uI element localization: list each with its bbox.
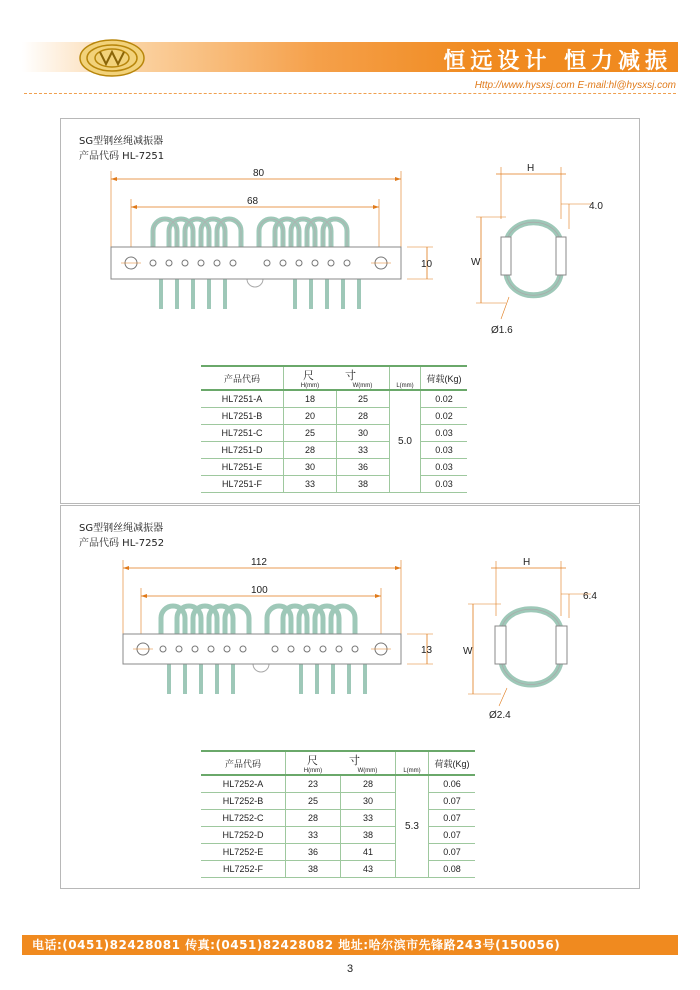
table-row: HL7251-E 30 36 0.03	[201, 459, 467, 476]
col-l-header: L(mm)	[396, 751, 429, 775]
website-email[interactable]: Http://www.hysxsj.com E-mail:hl@hysxsj.com	[474, 80, 676, 91]
col-code-header: 产品代码	[201, 751, 286, 775]
spec-table-hl7251	[201, 365, 467, 493]
dim-h: H	[523, 557, 531, 568]
col-h-header: H(mm)	[303, 768, 323, 774]
page-number: 3	[346, 963, 354, 975]
section-title: SG型钢丝绳减振器	[79, 136, 164, 147]
col-load-header: 荷载(Kg)	[421, 366, 468, 390]
technical-drawing	[61, 119, 639, 349]
company-logo-icon	[78, 38, 146, 78]
product-panel-hl7252	[60, 505, 640, 889]
col-size-header: 尺 寸	[302, 370, 371, 382]
spec-table-hl7252	[201, 750, 475, 878]
table-row: HL7251-A 18 25 5.0 0.02	[201, 390, 467, 408]
dim-h: H	[527, 163, 535, 174]
col-load-header: 荷载(Kg)	[429, 751, 476, 775]
dim-height: 13	[421, 645, 433, 656]
dim-inner-length: 100	[251, 585, 268, 596]
col-w-header: W(mm)	[352, 383, 373, 389]
table-row: HL7251-B 20 28 0.02	[201, 408, 467, 425]
dim-diameter: Ø2.4	[489, 710, 511, 721]
dim-overall-length: 80	[253, 168, 265, 179]
table-row: HL7252-E 36 41 0.07	[201, 844, 475, 861]
dim-overall-length: 112	[251, 557, 267, 568]
dim-inner-length: 68	[247, 196, 259, 207]
table-row: HL7252-D 33 38 0.07	[201, 827, 475, 844]
table-row: HL7251-C 25 30 0.03	[201, 425, 467, 442]
l-value: 5.0	[390, 390, 421, 493]
section-title: SG型钢丝绳减振器	[79, 523, 164, 534]
product-code-line: 产品代码 HL-7252	[79, 538, 165, 549]
col-code-header: 产品代码	[201, 366, 284, 390]
table-row: HL7252-F 38 43 0.08	[201, 861, 475, 878]
product-panel-hl7251	[60, 118, 640, 504]
product-code-line: 产品代码 HL-7251	[79, 151, 165, 162]
dim-height: 10	[421, 259, 433, 270]
technical-drawing	[61, 506, 639, 736]
l-value: 5.3	[396, 775, 429, 878]
col-w-header: W(mm)	[357, 768, 378, 774]
slogan: 恒远设计 恒力减振	[443, 49, 672, 74]
footer-contact-bar: 电话:(0451)82428081 传真:(0451)82428082 地址:哈尔滨市先锋路243号(150056)	[22, 935, 678, 955]
header-divider	[24, 93, 676, 94]
table-row: HL7251-D 28 33 0.03	[201, 442, 467, 459]
dim-thickness: 6.4	[583, 591, 597, 602]
dim-thickness: 4.0	[589, 201, 603, 212]
table-row: HL7252-B 25 30 0.07	[201, 793, 475, 810]
dim-diameter: Ø1.6	[491, 325, 513, 336]
dim-w: W	[471, 257, 481, 268]
table-row: HL7252-C 28 33 0.07	[201, 810, 475, 827]
table-row: HL7252-A 23 28 5.3 0.06	[201, 775, 475, 793]
table-row: HL7251-F 33 38 0.03	[201, 476, 467, 493]
col-size-header: 尺 寸	[306, 755, 375, 767]
dim-w: W	[463, 646, 473, 657]
col-l-header: L(mm)	[390, 366, 421, 390]
col-h-header: H(mm)	[300, 383, 320, 389]
